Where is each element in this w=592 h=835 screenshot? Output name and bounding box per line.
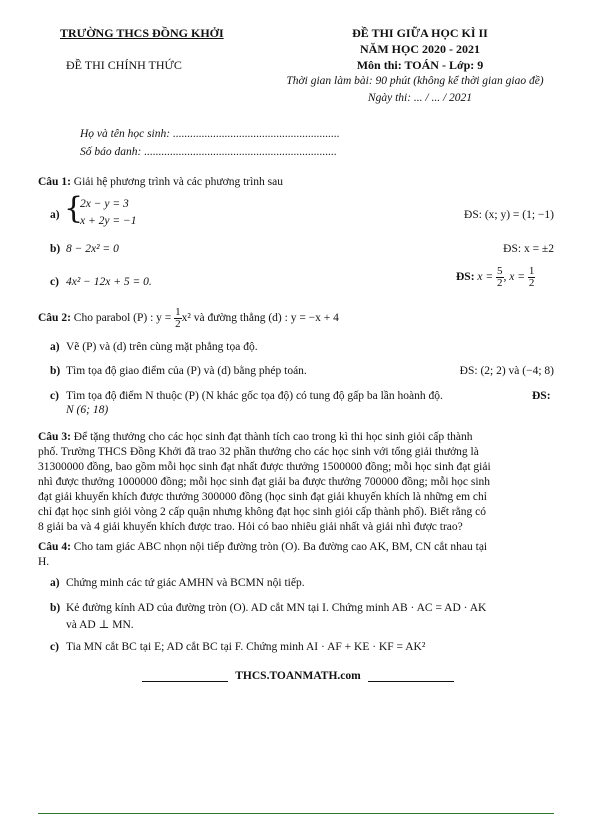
subject: Môn thi: TOÁN - Lớp: 9: [356, 58, 484, 72]
q1c-sep: , x =: [503, 271, 526, 284]
student-name-line: Họ và tên học sinh: ..........................................................: [80, 128, 340, 140]
q2b-text: Tìm tọa độ giao điểm của (P) và (d) bằng phép toán.: [66, 365, 307, 377]
q1b-answer: ĐS: x = ±2: [503, 243, 554, 255]
q1c-answer-prefix: ĐS:: [456, 271, 475, 284]
q1a-label: a): [50, 209, 60, 221]
q2b-label: b): [50, 365, 61, 377]
q4c-label: c): [50, 641, 59, 653]
question-2: [38, 307, 339, 330]
q3-line-1-text: Để tặng thưởng cho các học sinh đạt thành tích cao trong kì thi học sinh giỏi cấp thành: [73, 431, 473, 443]
q2-label: Câu 2:: [38, 312, 71, 325]
q4c-text: Tia MN cắt BC tại E; AD cắt BC tại F. Chứng minh AI · AF + KE · KF = AK²: [66, 641, 426, 653]
q3-line-2: phố. Trường THCS Đồng Khởi đã trao 32 phần thưởng cho các học sinh với tổng giải thưởng là: [38, 446, 479, 458]
q2c-answer: N (6; 18): [66, 404, 109, 416]
q1a-eq1: 2x − y = 3: [80, 198, 129, 210]
duration: Thời gian làm bài: 90 phút (không kể thời gian giao đề): [286, 75, 544, 87]
q1c-f1-den: 2: [497, 277, 503, 289]
q4a-label: a): [50, 577, 60, 589]
question-4: [38, 540, 556, 570]
q2c-label: c): [50, 390, 59, 402]
footer-rule-right: [368, 681, 454, 682]
q1-text: Giải hệ phương trình và các phương trình sau: [73, 176, 283, 188]
exam-title: ĐỀ THI GIỮA HỌC KÌ II: [352, 26, 488, 40]
question-3: [38, 430, 556, 535]
system-brace: {: [64, 191, 84, 226]
q1a-answer: ĐS: (x; y) = (1; −1): [464, 209, 554, 221]
official-label: ĐỀ THI CHÍNH THỨC: [66, 58, 182, 72]
footer-rule-left: [142, 681, 228, 682]
q1-label: Câu 1:: [38, 176, 71, 188]
q4-label: Câu 4:: [38, 541, 71, 553]
q3-line-6: chỉ đạt học sinh giỏi vòng 2 cấp quận nhưng không đạt học sinh giỏi cấp thành phố). Biết rằng có: [38, 506, 486, 518]
footer-site: THCS.TOANMATH.com: [235, 670, 361, 682]
q4-line-1: [38, 540, 556, 555]
q2-text-a: Cho parabol (P) : y =: [73, 312, 172, 325]
q1c-f2-num: 1: [528, 265, 535, 277]
school-name: TRƯỜNG THCS ĐỒNG KHỞI: [60, 26, 224, 40]
question-1: [38, 176, 283, 188]
q4a-text: Chứng minh các tứ giác AMHN và BCMN nội tiếp.: [66, 577, 305, 589]
q4-text-line-2: H.: [38, 556, 50, 568]
q2-f-den: 2: [175, 318, 181, 330]
q1c-answer: [456, 266, 535, 289]
q3-label: Câu 3:: [38, 431, 71, 443]
q3-line-7: 8 giải ba và 4 giải khuyến khích được trao. Hỏi có bao nhiêu giải nhất và giải nhì được trao?: [38, 521, 463, 533]
q2b-answer: ĐS: (2; 2) và (−4; 8): [459, 365, 554, 377]
q2a-text: Vẽ (P) và (d) trên cùng mặt phẳng tọa độ.: [66, 341, 258, 353]
q1c-f2-den: 2: [528, 277, 535, 289]
q2c-text: Tìm tọa độ điểm N thuộc (P) (N khác gốc tọa độ) có tung độ gấp ba lần hoành độ.: [66, 390, 443, 402]
q3-line-4: nhì được thưởng 1000000 đồng; mỗi học sinh đạt giải ba được thưởng 700000 đồng; mỗi học sinh: [38, 476, 491, 488]
exam-date: Ngày thi: ... / ... / 2021: [367, 92, 473, 104]
q1c-fraction-2: [528, 266, 536, 289]
q4-text-line-1: Cho tam giác ABC nhọn nội tiếp đường tròn (O). Ba đường cao AK, BM, CN cắt nhau tại: [73, 541, 488, 553]
q1a-eq2: x + 2y = −1: [80, 215, 137, 227]
q1c-f1-num: 5: [497, 265, 503, 277]
q2a-label: a): [50, 341, 60, 353]
page-bottom-rule: [38, 813, 554, 814]
q2-f-num: 1: [175, 306, 181, 318]
q3-line-5: đạt giải khuyến khích được thưởng 300000 đồng (học sinh đạt giải khuyến khích là những em chỉ: [38, 491, 487, 503]
q1c-fraction-1: [496, 266, 504, 289]
q3-line-3: 31300000 đồng, bao gồm mỗi học sinh đạt nhất được thưởng 1500000 đồng; mỗi học sinh đạt giải: [38, 461, 491, 473]
q1b-label: b): [50, 243, 61, 255]
q1c-equation: 4x² − 12x + 5 = 0.: [66, 276, 152, 288]
q2-fraction: [174, 307, 182, 330]
q3-line-1: [38, 430, 556, 445]
q1b-equation: 8 − 2x² = 0: [66, 243, 119, 255]
q4b-text-line-2: và AD ⊥ MN.: [66, 619, 134, 631]
q1c-label: c): [50, 276, 59, 288]
q2-text-b: x² và đường thẳng (d) : y = −x + 4: [181, 312, 339, 325]
q4b-text-line-1: Kẻ đường kính AD của đường tròn (O). AD cắt MN tại I. Chứng minh AB · AC = AD · AK: [66, 602, 487, 614]
student-id-line: Số báo danh: ...................................................................: [80, 146, 337, 158]
q1c-x: x =: [477, 271, 494, 284]
q4b-label: b): [50, 602, 61, 614]
q2c-answer-prefix: ĐS:: [532, 390, 551, 402]
school-year: NĂM HỌC 2020 - 2021: [360, 42, 480, 56]
